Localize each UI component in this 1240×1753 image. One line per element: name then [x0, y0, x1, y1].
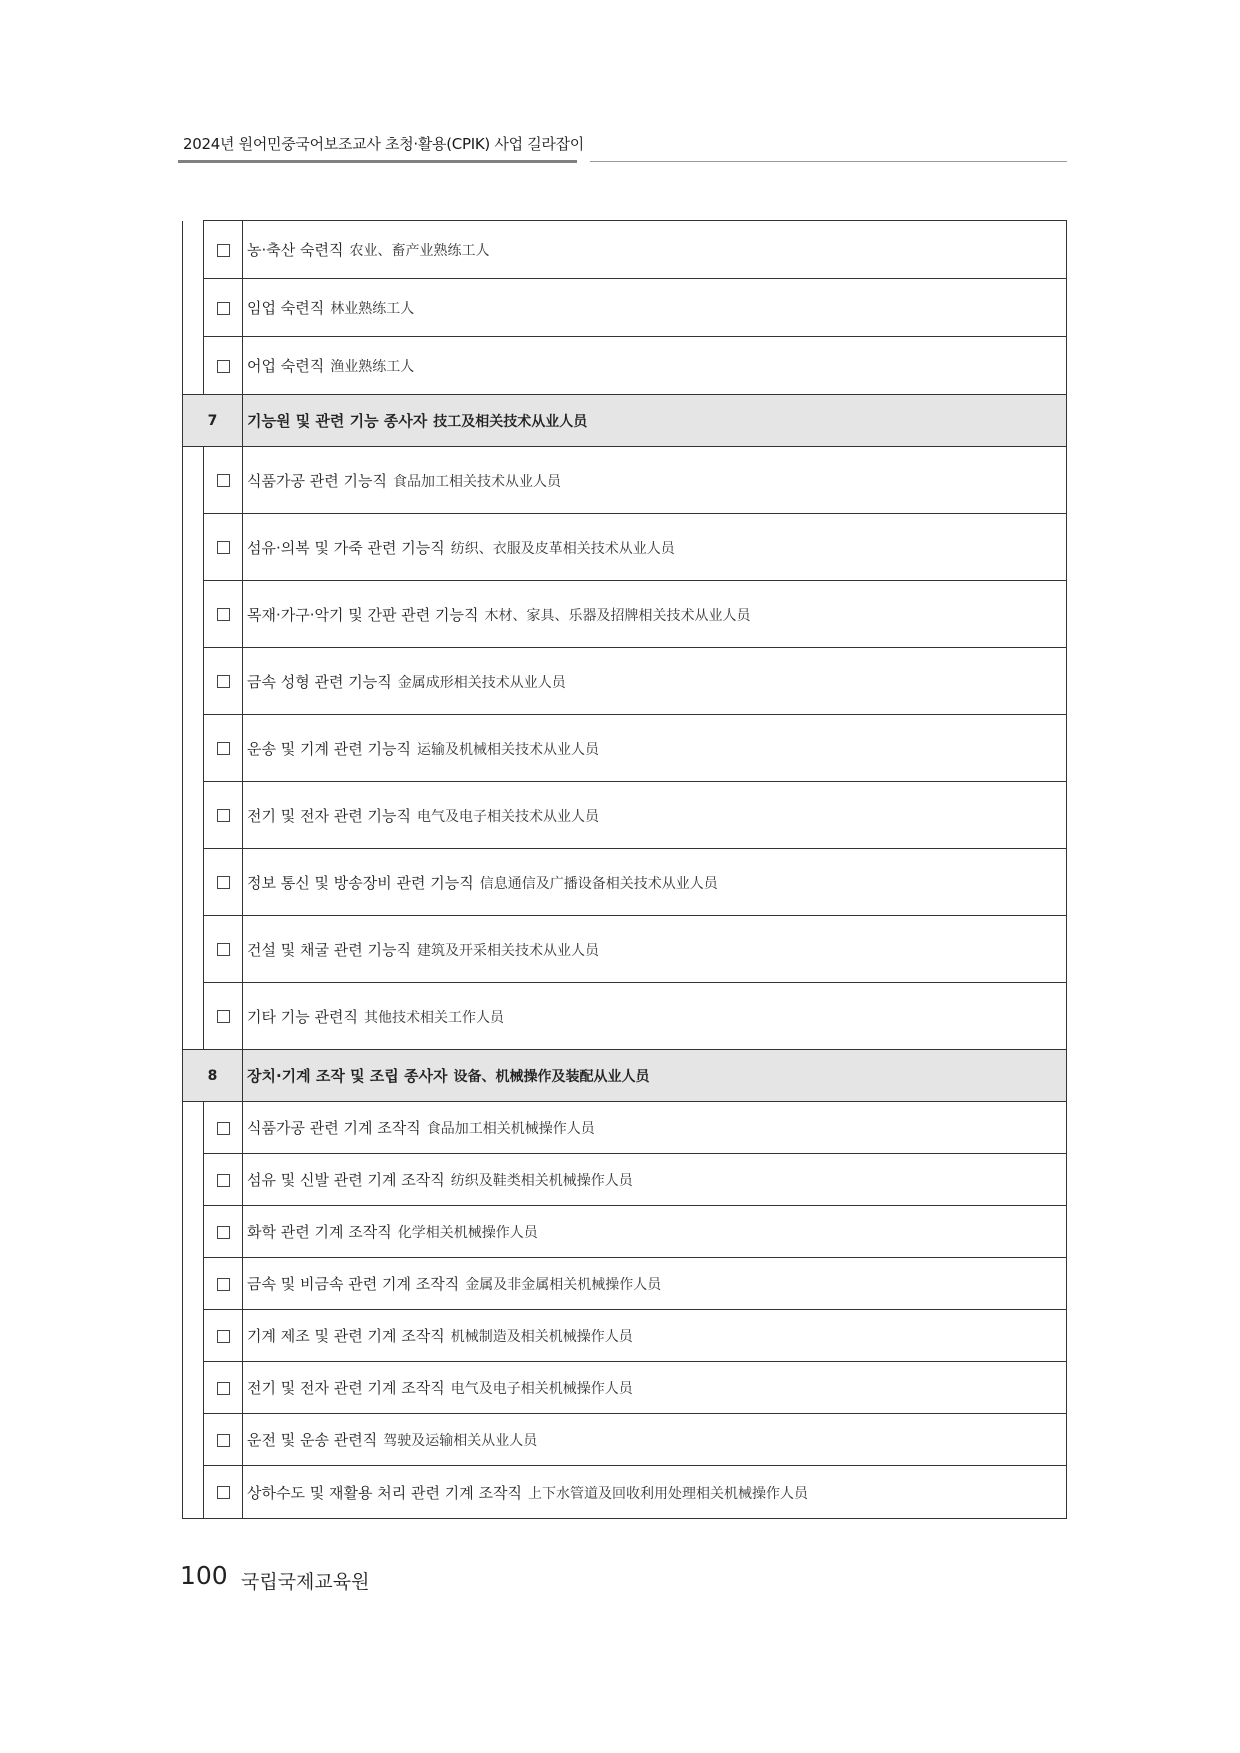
occupation-label-kr: 상하수도 및 재활용 처리 관련 기계 조작직: [247, 1483, 522, 1502]
section-label-kr: 장치·기계 조작 및 조립 종사자: [247, 1067, 448, 1085]
occupation-label-cn: 林业熟练工人: [330, 301, 415, 317]
occupation-label-kr: 금속 및 비금속 관련 기계 조작직: [247, 1275, 460, 1293]
occupation-label-kr: 식품가공 관련 기능직: [247, 471, 387, 490]
occupation-label-kr: 건설 및 채굴 관련 기능직: [247, 940, 411, 959]
occupation-label-kr: 식품가공 관련 기계 조작직: [247, 1119, 421, 1137]
checkbox[interactable]: [217, 943, 230, 956]
section-label-cn: 设备、机械操作及装配从业人员: [453, 1069, 650, 1085]
occupation-label-kr: 어업 숙련직: [247, 357, 325, 375]
occupation-label-kr: 전기 및 전자 관련 기계 조작직: [247, 1379, 445, 1397]
checkbox[interactable]: [217, 1122, 230, 1135]
occupation-label-kr: 운전 및 운송 관련직: [247, 1431, 378, 1449]
table-row: [183, 983, 1067, 1050]
occupation-label-kr: 정보 통신 및 방송장비 관련 기능직: [247, 873, 474, 892]
occupation-label-kr: 목재·가구·악기 및 간판 관련 기능직: [247, 605, 479, 624]
occupation-label-cn: 驾驶及运输相关从业人员: [383, 1433, 538, 1449]
checkbox[interactable]: [217, 1330, 230, 1343]
occupation-label-kr: 농·축산 숙련직: [247, 241, 344, 259]
checkbox[interactable]: [217, 302, 230, 315]
occupation-label-cn: 其他技术相关工作人员: [363, 1009, 504, 1026]
checkbox[interactable]: [217, 1226, 230, 1239]
table-row: [183, 581, 1067, 648]
table-row: [183, 221, 1067, 279]
section-label-kr: 기능원 및 관련 기능 종사자: [247, 412, 428, 430]
checkbox[interactable]: [217, 608, 230, 621]
table-row: [183, 1414, 1067, 1466]
occupation-label-cn: 纺织及鞋类相关机械操作人员: [450, 1173, 633, 1189]
table-row: [183, 1206, 1067, 1258]
occupation-label-kr: 운송 및 기계 관련 기능직: [247, 739, 411, 758]
table-row: [183, 447, 1067, 514]
checkbox[interactable]: [217, 742, 230, 755]
occupation-label-cn: 电气及电子相关机械操作人员: [450, 1381, 633, 1397]
checkbox[interactable]: [217, 876, 230, 889]
checkbox[interactable]: [217, 244, 230, 257]
checkbox[interactable]: [217, 1382, 230, 1395]
page-number: 100: [180, 1561, 228, 1590]
occupation-label-cn: 电气及电子相关技术从业人员: [416, 808, 599, 825]
occupation-label-cn: 食品加工相关技术从业人员: [392, 473, 561, 490]
footer-org-name: 국립국제교육원: [241, 1571, 370, 1593]
occupation-label-cn: 信息通信及广播设备相关技术从业人员: [479, 875, 718, 892]
checkbox[interactable]: [217, 1174, 230, 1187]
header-title: 2024년 원어민중국어보조교사 초청·활용(CPIK) 사업 길라잡이: [183, 135, 584, 153]
section-row: [183, 395, 1067, 447]
checkbox[interactable]: [217, 360, 230, 373]
checkbox[interactable]: [217, 1010, 230, 1023]
occupation-label-cn: 金属成形相关技术从业人员: [397, 674, 566, 691]
occupation-label-cn: 纺织、衣服及皮革相关技术从业人员: [450, 540, 675, 557]
table-row: [183, 1362, 1067, 1414]
section-row: [183, 1050, 1067, 1102]
occupation-label-kr: 섬유·의복 및 가죽 관련 기능직: [247, 538, 445, 557]
occupation-label-cn: 建筑及开采相关技术从业人员: [416, 942, 599, 959]
table-row: [183, 715, 1067, 782]
section-label-cn: 技工及相关技术从业人员: [433, 414, 588, 430]
occupation-label-kr: 기계 제조 및 관련 기계 조작직: [247, 1327, 445, 1345]
table-row: [183, 279, 1067, 337]
occupation-label-cn: 金属及非金属相关机械操作人员: [465, 1277, 662, 1293]
checkbox[interactable]: [217, 1486, 230, 1499]
table-row: [183, 1466, 1067, 1519]
occupation-label-cn: 化学相关机械操作人员: [397, 1225, 538, 1241]
checkbox[interactable]: [217, 541, 230, 554]
checkbox[interactable]: [217, 809, 230, 822]
occupation-label-cn: 木材、家具、乐器及招牌相关技术从业人员: [484, 607, 751, 624]
table-row: [183, 1102, 1067, 1154]
section-number: 8: [183, 1050, 243, 1102]
occupation-label-cn: 食品加工相关机械操作人员: [426, 1121, 595, 1137]
table-row: [183, 337, 1067, 395]
occupation-label-kr: 기타 기능 관련직: [247, 1007, 358, 1026]
occupation-label-kr: 금속 성형 관련 기능직: [247, 672, 392, 691]
occupation-label-cn: 运输及机械相关技术从业人员: [416, 741, 599, 758]
table-row: [183, 1258, 1067, 1310]
table-row: [183, 782, 1067, 849]
occupation-label-cn: 农业、畜产业熟练工人: [349, 243, 490, 259]
checkbox[interactable]: [217, 1278, 230, 1291]
table-row: [183, 514, 1067, 581]
occupation-label-kr: 섬유 및 신발 관련 기계 조작직: [247, 1171, 445, 1189]
occupation-label-kr: 임업 숙련직: [247, 299, 325, 317]
occupation-label-kr: 전기 및 전자 관련 기능직: [247, 806, 411, 825]
header-rule: [178, 160, 577, 163]
occupation-label-cn: 机械制造及相关机械操作人员: [450, 1329, 633, 1345]
table-row: [183, 648, 1067, 715]
occupation-label-cn: 上下水管道及回收利用处理相关机械操作人员: [527, 1485, 808, 1502]
checkbox[interactable]: [217, 675, 230, 688]
table-row: [183, 1154, 1067, 1206]
occupation-label-kr: 화학 관련 기계 조작직: [247, 1223, 392, 1241]
table-row: [183, 849, 1067, 916]
checkbox[interactable]: [217, 1434, 230, 1447]
checkbox[interactable]: [217, 474, 230, 487]
table-row: [183, 1310, 1067, 1362]
occupation-label-cn: 渔业熟练工人: [330, 359, 415, 375]
section-number: 7: [183, 395, 243, 447]
header-rule-thin: [590, 161, 1067, 162]
table-row: [183, 916, 1067, 983]
occupation-table: [182, 220, 1067, 1519]
